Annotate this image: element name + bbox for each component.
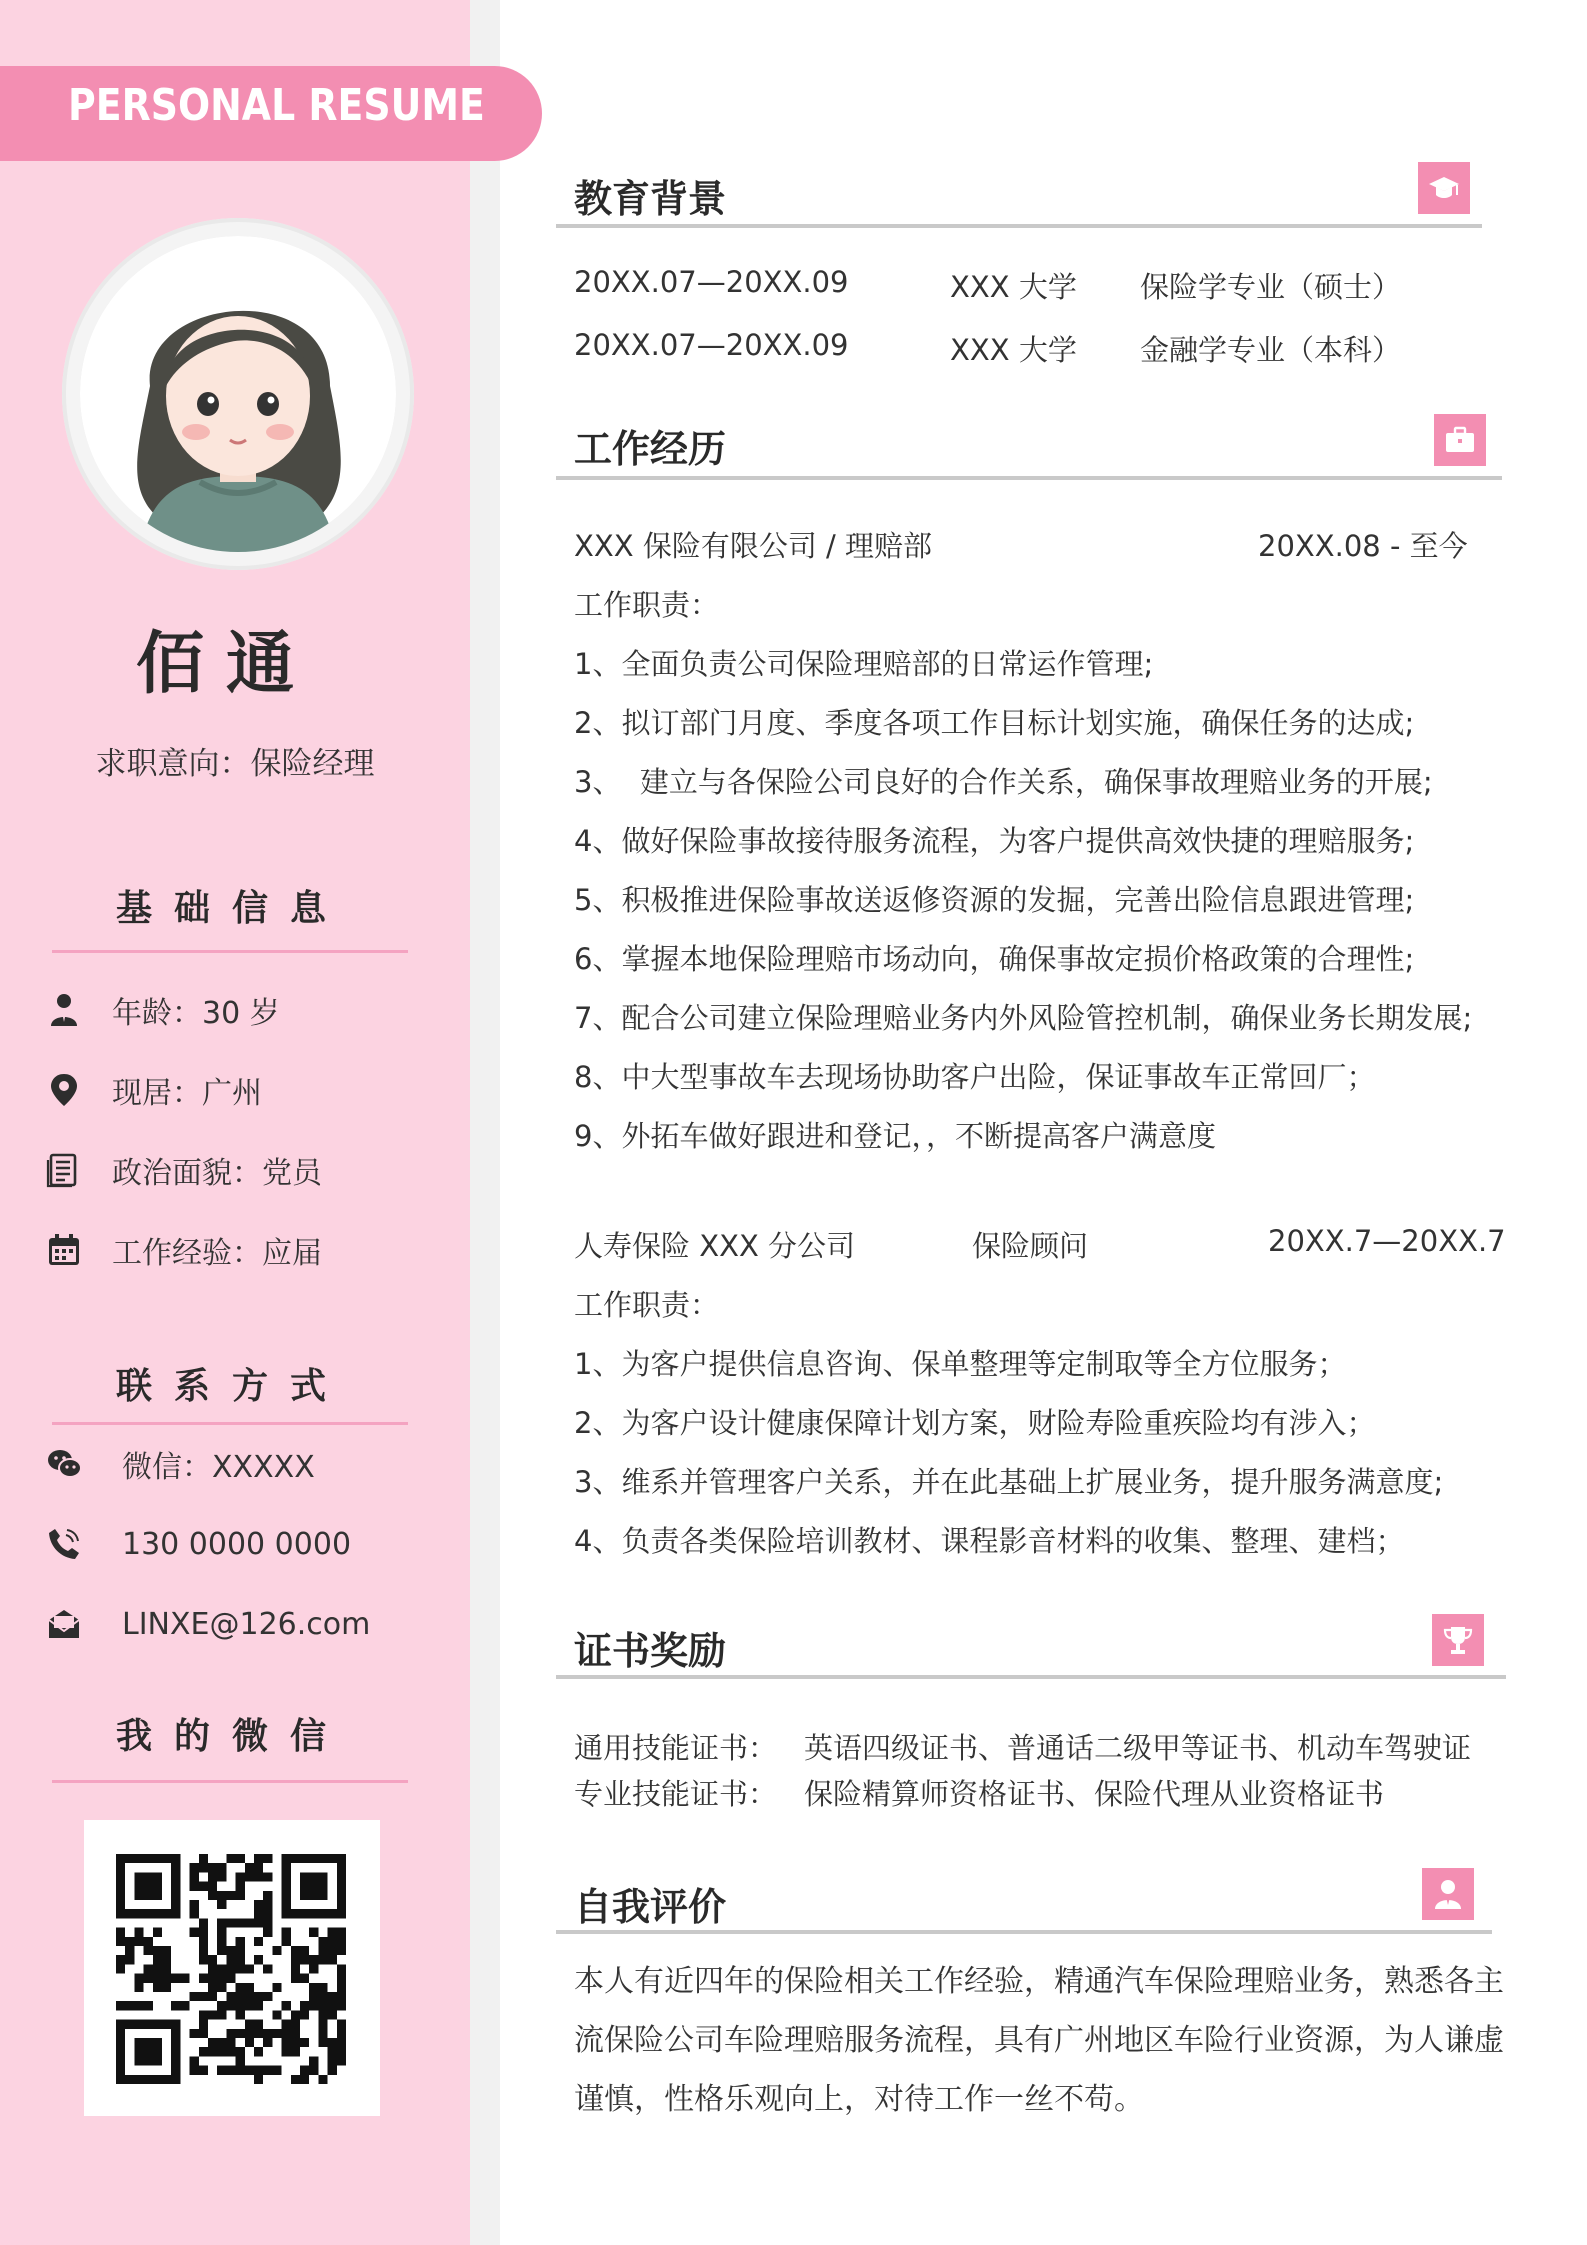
contact-phone-text: 130 0000 0000 [122,1526,352,1562]
self-rule [556,1930,1492,1934]
briefcase-icon [1434,414,1486,466]
qr-code-icon [116,1854,346,2084]
job1-duty-4: 4、做好保险事故接待服务流程，为客户提供高效快捷的理赔服务; [574,824,1415,858]
edu-school-2: XXX 大学 [950,333,1077,367]
certs-rule [556,1675,1506,1679]
document-icon [44,1150,84,1190]
graduation-cap-icon [1418,162,1470,214]
job1-duty-5: 5、积极推进保险事故送返修资源的发掘，完善出险信息跟进管理; [574,883,1415,917]
job2-duty-3: 3、维系并管理客户关系，并在此基础上扩展业务，提升服务满意度; [574,1465,1444,1499]
trophy-icon [1432,1614,1484,1666]
user-icon [1422,1868,1474,1920]
banner-title: PERSONAL RESUME [68,80,485,131]
qr-code [84,1820,380,2116]
cert-value-2: 保险精算师资格证书、保险代理从业资格证书 [804,1777,1385,1811]
education-rule [556,224,1482,228]
email-icon [44,1604,84,1644]
work-title: 工作经历 [574,427,727,471]
info-experience-text: 工作经验：应届 [112,1236,322,1271]
wechat-icon [44,1444,84,1484]
info-location [44,1068,262,1112]
candidate-name: 佰通 [135,625,316,704]
job1-duty-label: 工作职责： [574,588,720,622]
edu-date-2: 20XX.07—20XX.09 [574,328,849,362]
info-age-text: 年龄：30 岁 [112,996,280,1031]
job2-period: 20XX.7—20XX.7 [1268,1224,1506,1258]
contact-email [44,1602,370,1646]
job1-duty-8: 8、中大型事故车去现场协助客户出险，保证事故车正常回厂； [574,1060,1376,1094]
avatar [80,236,396,552]
job2-duty-2: 2、为客户设计健康保障计划方案，财险寿险重疾险均有涉入； [574,1406,1376,1440]
self-title: 自我评价 [574,1885,727,1929]
job2-duty-4: 4、负责各类保险培训教材、课程影音材料的收集、整理、建档； [574,1524,1405,1558]
education-title: 教育背景 [574,177,727,221]
job1-duty-3: 3、 建立与各保险公司良好的合作关系，确保事故理赔业务的开展; [574,765,1433,799]
job1-duty-7: 7、配合公司建立保险理赔业务内外风险管控机制，确保业务长期发展; [574,1001,1473,1035]
job1-duty-1: 1、全面负责公司保险理赔部的日常运作管理; [574,647,1154,681]
contact-wechat-text: 微信：XXXXX [122,1450,315,1485]
edu-school-1: XXX 大学 [950,270,1077,304]
info-politics [44,1148,322,1192]
person-icon [44,990,84,1030]
info-experience [44,1228,322,1272]
job1-duty-2: 2、拟订部门月度、季度各项工作目标计划实施，确保任务的达成; [574,706,1415,740]
info-politics-text: 政治面貌：党员 [112,1156,322,1191]
avatar-illustration [80,236,396,552]
job2-role: 保险顾问 [972,1229,1089,1263]
job1-period: 20XX.08 - 至今 [1258,529,1468,563]
basic-info-rule [52,950,408,953]
edu-major-2: 金融学专业（本科） [1140,333,1402,367]
edu-date-1: 20XX.07—20XX.09 [574,265,849,299]
phone-icon [44,1524,84,1564]
edu-major-1: 保险学专业（硕士） [1140,270,1402,304]
calendar-icon [44,1230,84,1270]
job2-duty-label: 工作职责： [574,1288,720,1322]
certs-title: 证书奖励 [574,1629,727,1673]
job1-company: XXX 保险有限公司 / 理赔部 [574,529,933,563]
basic-info-heading: 基础信息 [115,888,348,929]
wechat-heading: 我的微信 [115,1716,348,1757]
contact-heading: 联系方式 [115,1366,348,1407]
self-evaluation-text: 本人有近四年的保险相关工作经验，精通汽车保险理赔业务，熟悉各主流保险公司车险理赔服务流程，具有广州地区车险行业资源，为人谦虚谨慎，性格乐观向上，对待工作一丝不苟。 [574,1964,1504,2117]
contact-rule [52,1422,408,1425]
contact-wechat [44,1442,315,1486]
cert-value-1: 英语四级证书、普通话二级甲等证书、机动车驾驶证 [804,1731,1472,1765]
wechat-rule [52,1780,408,1783]
location-pin-icon [44,1070,84,1110]
job2-duty-1: 1、为客户提供信息咨询、保单整理等定制取等全方位服务； [574,1347,1347,1381]
work-rule [556,476,1502,480]
job-intent: 求职意向：保险经理 [95,746,375,782]
cert-label-2: 专业技能证书： [574,1777,778,1811]
info-age [44,988,280,1032]
job2-company: 人寿保险 XXX 分公司 [574,1229,856,1263]
contact-email-text: LINXE@126.com [122,1606,371,1642]
sidebar-divider-strip [470,0,500,2245]
contact-phone [44,1522,351,1566]
info-location-text: 现居：广州 [112,1076,262,1111]
cert-label-1: 通用技能证书： [574,1731,778,1765]
job1-duty-9: 9、外拓车做好跟进和登记，，不断提高客户满意度 [574,1119,1216,1153]
job1-duty-6: 6、掌握本地保险理赔市场动向，确保事故定损价格政策的合理性; [574,942,1415,976]
